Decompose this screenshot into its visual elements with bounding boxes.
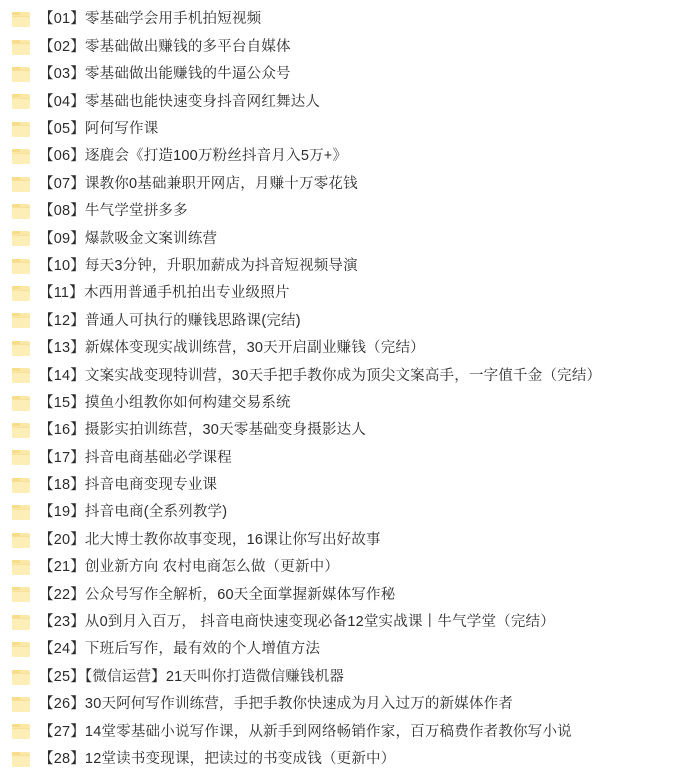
folder-name-label: 【02】零基础做出赚钱的多平台自媒体 [39,38,291,55]
folder-icon [12,204,30,219]
list-item[interactable] [0,253,697,280]
folder-name-label: 【12】普通人可执行的赚钱思路课(完结) [39,312,301,329]
list-item[interactable] [0,198,697,225]
list-item[interactable] [0,663,697,690]
folder-icon [12,478,30,493]
list-item[interactable] [0,335,697,362]
folder-icon [12,231,30,246]
list-item[interactable] [0,472,697,499]
folder-name-label: 【11】木西用普通手机拍出专业级照片 [39,285,290,302]
folder-icon [12,67,30,82]
list-item[interactable] [0,746,697,773]
folder-icon [12,587,30,602]
list-item[interactable] [0,61,697,88]
folder-icon [12,724,30,739]
list-item[interactable] [0,170,697,197]
list-item[interactable] [0,526,697,553]
folder-icon [12,149,30,164]
folder-name-label: 【21】创业新方向 农村电商怎么做（更新中） [39,559,340,576]
list-item[interactable] [0,609,697,636]
list-item[interactable] [0,499,697,526]
list-item[interactable] [0,718,697,745]
list-item[interactable] [0,307,697,334]
folder-name-label: 【19】抖音电商(全系列教学) [39,504,228,521]
folder-icon [12,670,30,685]
folder-icon [12,94,30,109]
folder-icon [12,505,30,520]
folder-icon [12,396,30,411]
folder-name-label: 【28】12堂读书变现课，把读过的书变成钱（更新中） [39,750,396,767]
list-item[interactable] [0,280,697,307]
list-item[interactable] [0,636,697,663]
folder-icon [12,313,30,328]
folder-name-label: 【18】抖音电商变现专业课 [39,477,218,494]
folder-name-label: 【10】每天3分钟，升职加薪成为抖音短视频导演 [39,257,358,274]
folder-name-label: 【03】零基础做出能赚钱的牛逼公众号 [39,66,291,83]
folder-icon [12,533,30,548]
folder-name-label: 【24】下班后写作，最有效的个人增值方法 [39,641,321,658]
folder-name-label: 【08】牛气学堂拼多多 [39,203,188,220]
folder-name-label: 【07】课教你0基础兼职开网店，月赚十万零花钱 [39,175,358,192]
folder-icon [12,423,30,438]
folder-icon [12,642,30,657]
folder-name-label: 【22】公众号写作全解析，60天全面掌握新媒体写作秘 [39,586,396,603]
folder-icon [12,286,30,301]
folder-name-label: 【06】逐鹿会《打造100万粉丝抖音月入5万+》 [39,148,348,165]
folder-icon [12,697,30,712]
folder-name-label: 【15】摸鱼小组教你如何构建交易系统 [39,394,291,411]
list-item[interactable] [0,225,697,252]
folder-icon [12,615,30,630]
folder-name-label: 【27】14堂零基础小说写作课，从新手到网络畅销作家，百万稿费作者教你写小说 [39,723,572,740]
list-item[interactable] [0,143,697,170]
list-item[interactable] [0,444,697,471]
list-item[interactable] [0,33,697,60]
list-item[interactable] [0,581,697,608]
list-item[interactable] [0,362,697,389]
list-item[interactable] [0,691,697,718]
folder-icon [12,259,30,274]
folder-icon [12,341,30,356]
folder-name-label: 【09】爆款吸金文案训练营 [39,230,218,247]
folder-name-label: 【01】零基础学会用手机拍短视频 [39,11,262,28]
folder-icon [12,560,30,575]
folder-name-label: 【13】新媒体变现实战训练营，30天开启副业赚钱（完结） [39,340,425,357]
folder-name-label: 【26】30天阿何写作训练营，手把手教你快速成为月入过万的新媒体作者 [39,696,514,713]
folder-name-label: 【16】摄影实拍训练营，30天零基础变身摄影达人 [39,422,367,439]
folder-name-label: 【23】从0到月入百万， 抖音电商快速变现必备12堂实战课丨牛气学堂（完结） [39,614,555,631]
folder-icon [12,752,30,767]
folder-name-label: 【14】文案实战变现特训营，30天手把手教你成为顶尖文案高手，一字值千金（完结） [39,367,602,384]
list-item[interactable] [0,116,697,143]
folder-icon [12,450,30,465]
list-item[interactable] [0,389,697,416]
folder-name-label: 【20】北大博士教你故事变现，16课让你写出好故事 [39,531,381,548]
folder-icon [12,122,30,137]
list-item[interactable] [0,554,697,581]
folder-name-label: 【17】抖音电商基础必学课程 [39,449,232,466]
folder-icon [12,40,30,55]
folder-icon [12,177,30,192]
list-item[interactable] [0,417,697,444]
folder-icon [12,12,30,27]
list-item[interactable] [0,6,697,33]
folder-name-label: 【04】零基础也能快速变身抖音网红舞达人 [39,93,321,110]
folder-name-label: 【05】阿何写作课 [39,121,159,137]
folder-name-label: 【25】【微信运营】21天叫你打造微信赚钱机器 [39,668,345,685]
folder-icon [12,368,30,383]
list-item[interactable] [0,88,697,115]
